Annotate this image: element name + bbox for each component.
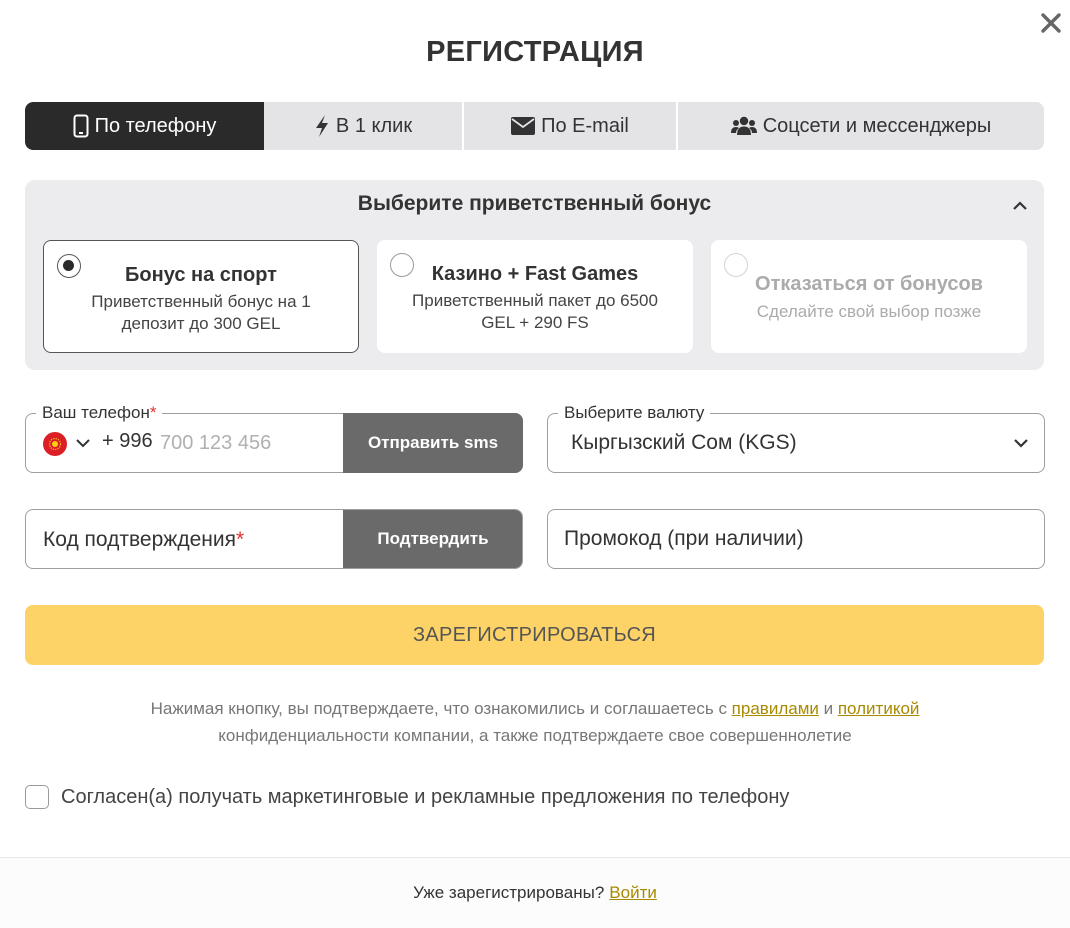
register-button[interactable]: ЗАРЕГИСТРИРОВАТЬСЯ bbox=[25, 605, 1044, 665]
rules-link[interactable]: правилами bbox=[731, 699, 819, 718]
tab-label: По E-mail bbox=[541, 114, 629, 137]
policy-link[interactable]: политикой bbox=[837, 699, 920, 718]
already-registered-text: Уже зарегистрированы? bbox=[413, 883, 605, 902]
marketing-consent-label: Согласен(а) получать маркетинговые и рекламные предложения по телефону bbox=[61, 785, 790, 808]
tab-one-click[interactable] bbox=[264, 102, 464, 150]
phone-label-text: Ваш телефон bbox=[42, 403, 150, 422]
kyrgyzstan-flag-icon[interactable] bbox=[43, 432, 67, 456]
collapse-button[interactable] bbox=[1010, 196, 1030, 216]
legal-text: конфиденциальности компании, а также подтверждаете свое совершеннолетие bbox=[218, 726, 852, 745]
tab-label: В 1 клик bbox=[335, 114, 413, 137]
tab-label: Соцсети и мессенджеры bbox=[762, 114, 992, 137]
marketing-consent[interactable] bbox=[25, 785, 789, 809]
phone-input[interactable] bbox=[160, 424, 340, 462]
envelope-icon bbox=[511, 117, 535, 135]
legal-text: Нажимая кнопку, вы подтверждаете, что ознакомились и соглашаетесь с bbox=[150, 699, 732, 718]
page-title: РЕГИСТРАЦИЯ bbox=[426, 36, 644, 68]
required-mark: * bbox=[149, 403, 157, 422]
confirmation-code-label bbox=[43, 528, 244, 552]
required-mark: * bbox=[235, 528, 245, 551]
marketing-checkbox[interactable] bbox=[25, 785, 49, 809]
bonus-option-title: Казино + Fast Games bbox=[431, 263, 639, 285]
lightning-icon bbox=[314, 114, 330, 138]
currency-select[interactable] bbox=[547, 403, 1045, 473]
tab-label: По телефону bbox=[94, 114, 217, 137]
registration-tabs bbox=[25, 102, 1044, 150]
tab-phone[interactable] bbox=[25, 102, 264, 150]
promo-code-input[interactable] bbox=[564, 520, 1024, 558]
code-label-text: Код подтверждения bbox=[43, 528, 236, 551]
close-button[interactable] bbox=[1038, 10, 1064, 36]
legal-text: и bbox=[818, 699, 838, 718]
bonus-option-title: Бонус на спорт bbox=[125, 264, 277, 286]
confirm-button[interactable]: Подтвердить bbox=[343, 509, 523, 569]
send-sms-button[interactable]: Отправить sms bbox=[343, 413, 523, 473]
confirmation-code-field[interactable] bbox=[25, 509, 523, 569]
promo-code-field bbox=[547, 509, 1045, 569]
phone-country-code: + 996 bbox=[102, 430, 153, 452]
chevron-down-icon bbox=[1012, 434, 1030, 452]
bonus-option-casino[interactable] bbox=[377, 240, 693, 353]
bonus-option-sport[interactable] bbox=[43, 240, 359, 353]
login-link[interactable]: Войти bbox=[609, 883, 657, 902]
legal-notice bbox=[100, 695, 970, 749]
users-icon bbox=[731, 116, 757, 136]
footer bbox=[0, 857, 1070, 928]
chevron-down-icon[interactable] bbox=[75, 436, 91, 450]
bonus-option-description: Сделайте свой выбор позже bbox=[756, 302, 982, 321]
bonus-panel-title: Выберите приветственный бонус bbox=[357, 192, 712, 215]
currency-value: Кыргызский Сом (KGS) bbox=[571, 431, 797, 454]
currency-field-label: Выберите валюту bbox=[558, 403, 710, 423]
tab-socials[interactable] bbox=[678, 102, 1044, 150]
phone-icon bbox=[73, 114, 89, 138]
bonus-panel bbox=[25, 180, 1044, 370]
bonus-option-decline[interactable] bbox=[711, 240, 1027, 353]
phone-field bbox=[25, 403, 523, 473]
phone-field-label bbox=[36, 403, 162, 423]
bonus-option-description: Приветственный бонус на 1 депозит до 300 GEL bbox=[91, 292, 311, 333]
chevron-up-icon bbox=[1010, 196, 1030, 216]
close-icon bbox=[1040, 12, 1062, 34]
tab-email[interactable] bbox=[464, 102, 678, 150]
bonus-option-description: Приветственный пакет до 6500 GEL + 290 FS bbox=[412, 291, 658, 332]
bonus-option-title: Отказаться от бонусов bbox=[755, 273, 983, 295]
